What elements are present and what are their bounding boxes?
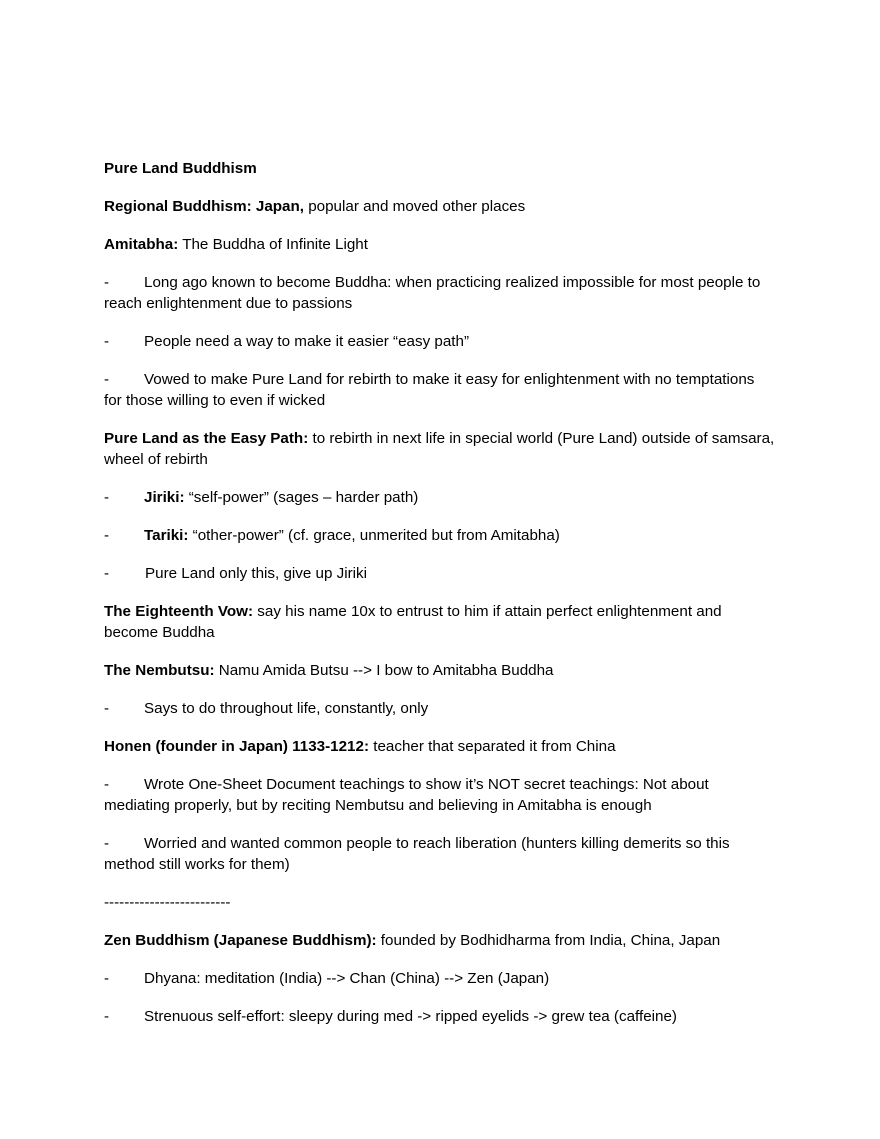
- eighteenth-vow-label: The Eighteenth Vow:: [104, 603, 254, 620]
- list-item: - Tariki: “other-power” (cf. grace, unmerited but from Amitabha): [104, 527, 560, 544]
- zen-text: founded by Bodhidharma from India, China, Japan: [376, 932, 721, 949]
- list-item: - Worried and wanted common people to reach liberation (hunters killing demerits so this method still works for them): [104, 835, 730, 873]
- list-item: - Pure Land only this, give up Jiriki: [104, 565, 368, 582]
- easy-path-label: Pure Land as the Easy Path:: [104, 430, 309, 447]
- section-divider: -------------------------: [104, 894, 231, 911]
- honen-label: Honen (founder in Japan) 1133-1212:: [104, 738, 370, 755]
- document-title: Pure Land Buddhism: [104, 160, 257, 177]
- regional-paragraph: [104, 196, 776, 217]
- list-item: - Long ago known to become Buddha: when practicing realized impossible for most people to reach enlightenment due to passions: [104, 274, 761, 312]
- honen-text: teacher that separated it from China: [369, 738, 616, 755]
- eighteenth-vow-paragraph: [104, 601, 776, 643]
- list-item: - People need a way to make it easier “easy path”: [104, 333, 470, 350]
- easy-path-text: to rebirth in next life in special world (Pure Land) outside of samsara, wheel of rebirth: [104, 430, 775, 468]
- list-item: - Dhyana: meditation (India) --> Chan (China) --> Zen (Japan): [104, 970, 550, 987]
- regional-label: Regional Buddhism: Japan,: [104, 198, 304, 215]
- nembutsu-label: The Nembutsu:: [104, 662, 215, 679]
- amitabha-paragraph: [104, 234, 776, 255]
- list-item: - Jiriki: “self-power” (sages – harder path): [104, 489, 419, 506]
- easy-path-paragraph: [104, 428, 776, 470]
- amitabha-text: The Buddha of Infinite Light: [178, 236, 368, 253]
- list-item: - Strenuous self-effort: sleepy during med -> ripped eyelids -> grew tea (caffeine): [104, 1008, 677, 1025]
- list-item: - Says to do throughout life, constantly, only: [104, 700, 429, 717]
- list-item: - Vowed to make Pure Land for rebirth to make it easy for enlightenment with no temptations for those willing to even if wicked: [104, 371, 755, 409]
- nembutsu-text: Namu Amida Butsu --> I bow to Amitabha Buddha: [214, 662, 554, 679]
- zen-label: Zen Buddhism (Japanese Buddhism):: [104, 932, 377, 949]
- eighteenth-vow-text: say his name 10x to entrust to him if attain perfect enlightenment and become Buddha: [104, 603, 722, 641]
- nembutsu-paragraph: [104, 660, 776, 681]
- document-page: [104, 158, 776, 1044]
- list-item: - Wrote One-Sheet Document teachings to show it’s NOT secret teachings: Not about mediating properly, but by reciting Nembutsu and believing in Amitabha is enough: [104, 776, 709, 814]
- amitabha-label: Amitabha:: [104, 236, 179, 253]
- zen-paragraph: [104, 930, 776, 951]
- honen-paragraph: [104, 736, 776, 757]
- regional-text: popular and moved other places: [304, 198, 526, 215]
